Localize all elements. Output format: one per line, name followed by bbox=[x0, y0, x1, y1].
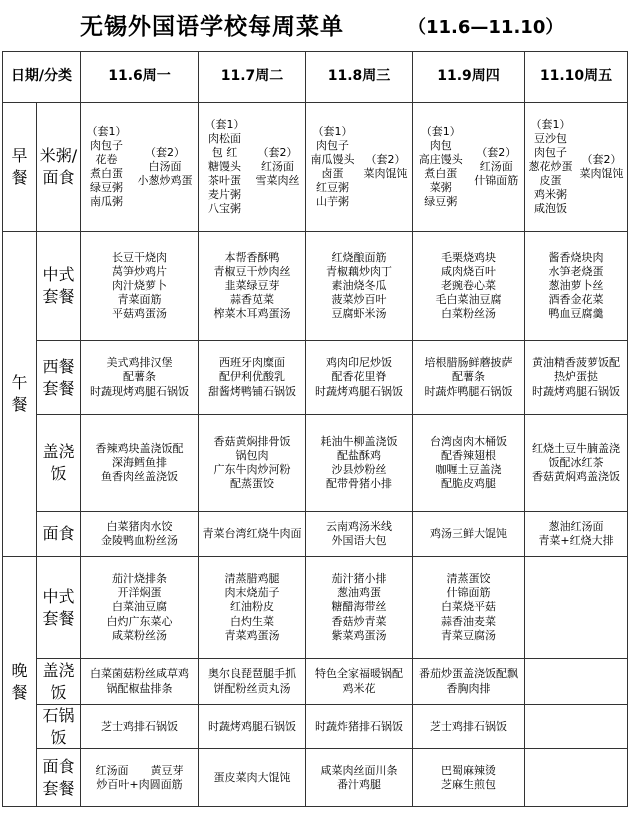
breakfast-set-2 bbox=[256, 146, 300, 188]
dish-name: 配脆皮鸡腿 bbox=[441, 477, 496, 491]
dish-name: 甜酱烤鸭铺石锅饭 bbox=[208, 384, 296, 398]
menu-cell bbox=[81, 705, 199, 749]
menu-cell bbox=[81, 749, 199, 807]
dish-name: 莴笋炒鸡片 bbox=[112, 264, 167, 278]
dish-name: 菜肉馄饨 bbox=[363, 167, 408, 180]
dish-name: 台湾卤肉木桶饭 bbox=[430, 434, 507, 448]
breakfast-set-1 bbox=[87, 125, 127, 209]
dish-name: 培根腊肠鲜蘑披萨 bbox=[424, 356, 513, 370]
menu-cell bbox=[81, 659, 199, 705]
dish-name: 金陵鸭血粉丝汤 bbox=[101, 534, 178, 547]
dish-name: 糖醋海带丝 bbox=[331, 600, 387, 614]
menu-cell bbox=[525, 512, 628, 557]
menu-cell bbox=[81, 232, 199, 341]
dish-name: 巴蜀麻辣烫 bbox=[441, 763, 496, 777]
dish-name: 高庄馒头 bbox=[418, 152, 463, 166]
dish-name: 肉包子 bbox=[316, 138, 349, 152]
dish-name: 肉松面 bbox=[208, 131, 241, 145]
dish-name: 包 红 bbox=[211, 145, 238, 159]
dish-name: 红烧土豆牛腩盖浇 bbox=[532, 441, 620, 455]
breakfast-row bbox=[3, 103, 628, 232]
breakfast-set-1 bbox=[419, 125, 463, 209]
dish-name: 鸡米粥 bbox=[534, 188, 567, 202]
breakfast-sets bbox=[81, 125, 198, 209]
dish-name: 红汤面 黄豆芽 bbox=[95, 763, 184, 777]
dinner-chinese-row bbox=[3, 557, 628, 659]
dish-name: 白汤面 bbox=[148, 159, 182, 173]
dish-name: 酱香烧块肉 bbox=[548, 250, 604, 264]
dish-name: 糖馒头 bbox=[208, 159, 241, 173]
category-chinese-set: 中式 套餐 bbox=[37, 232, 81, 341]
menu-cell bbox=[199, 749, 306, 807]
menu-cell bbox=[81, 557, 199, 659]
dish-name: 葱花炒蛋 bbox=[528, 159, 573, 173]
dish-name: 肉包 bbox=[429, 138, 452, 152]
dish-name: 酒香金花菜 bbox=[548, 293, 604, 307]
dish-name: 菠菜炒百叶 bbox=[331, 293, 387, 307]
breakfast-cell bbox=[81, 103, 199, 232]
dish-name: 白灼生菜 bbox=[230, 614, 274, 628]
dish-name: 红汤面 bbox=[479, 159, 513, 173]
menu-cell bbox=[525, 705, 628, 749]
dish-name: 煮白蛋 bbox=[424, 167, 458, 180]
menu-cell bbox=[199, 557, 306, 659]
category-rice-bowl: 盖浇 饭 bbox=[37, 415, 81, 512]
dish-name: 咸肉烧百叶 bbox=[441, 264, 496, 278]
dish-name: 白灼广东菜心 bbox=[106, 614, 173, 628]
dish-name: 山芋粥 bbox=[316, 195, 349, 209]
dish-name: 紫菜鸡蛋汤 bbox=[331, 628, 387, 642]
dish-name: 咸泡饭 bbox=[534, 202, 567, 216]
dish-name: （套2） bbox=[145, 145, 185, 159]
menu-cell bbox=[413, 705, 525, 749]
dish-name: 广东牛肉炒河粉 bbox=[213, 463, 291, 476]
menu-cell bbox=[306, 659, 413, 705]
menu-cell bbox=[81, 415, 199, 512]
dish-name: 茄汁烧排条 bbox=[112, 572, 167, 586]
date-category-header: 日期/分类 bbox=[3, 52, 81, 103]
dish-name: 配薯条 bbox=[123, 370, 156, 384]
menu-cell bbox=[413, 415, 525, 512]
menu-cell bbox=[413, 341, 525, 415]
dish-name: 红汤面 bbox=[261, 159, 294, 173]
dish-name: 韭菜绿豆芽 bbox=[224, 278, 280, 292]
breakfast-cell bbox=[199, 103, 306, 232]
dish-name: 菜肉馄饨 bbox=[579, 166, 624, 180]
breakfast-set-2 bbox=[580, 153, 624, 181]
breakfast-set-1 bbox=[529, 118, 573, 217]
dish-name: 配蒸蛋饺 bbox=[230, 477, 274, 491]
breakfast-cell bbox=[413, 103, 525, 232]
dish-name: 黄油精香菠萝饭配 bbox=[532, 356, 620, 370]
dish-name: 素油烧冬瓜 bbox=[331, 278, 387, 292]
breakfast-set-2 bbox=[474, 146, 518, 188]
breakfast-set-2 bbox=[364, 153, 408, 181]
dish-name: 毛栗烧鸡块 bbox=[441, 250, 496, 264]
menu-cell bbox=[306, 749, 413, 807]
dish-name: 南瓜馒头 bbox=[310, 152, 355, 166]
breakfast-cell bbox=[306, 103, 413, 232]
menu-cell bbox=[199, 341, 306, 415]
dish-name: 煮白蛋 bbox=[90, 167, 123, 180]
dish-name: 绿豆粥 bbox=[90, 181, 123, 195]
dish-name: 时蔬炸猪排石锅饭 bbox=[315, 719, 403, 733]
dish-name: 清蒸腊鸡腿 bbox=[224, 572, 280, 586]
menu-cell bbox=[199, 659, 306, 705]
dish-name: 云南鸡汤米线 bbox=[326, 519, 392, 533]
dish-name: 葱油红汤面 bbox=[548, 519, 604, 533]
dish-name: 美式鸡排汉堡 bbox=[106, 356, 173, 370]
menu-cell bbox=[199, 512, 306, 557]
menu-cell bbox=[413, 512, 525, 557]
dish-name: 八宝粥 bbox=[208, 202, 241, 216]
dish-name: 番茄炒蛋盖浇饭配飘 bbox=[419, 667, 518, 681]
breakfast-sets bbox=[525, 118, 627, 217]
dish-name: 深海鳕鱼排 bbox=[112, 455, 167, 469]
dish-name: （套1） bbox=[204, 117, 245, 131]
dish-name: 白菜粉丝汤 bbox=[441, 307, 496, 321]
category-dinner-chinese: 中式 套餐 bbox=[37, 557, 81, 659]
category-stone-pot: 石锅 饭 bbox=[37, 705, 81, 749]
dish-name: 蛋皮菜肉大馄饨 bbox=[213, 770, 291, 784]
dish-name: 鱼香肉丝盖浇饭 bbox=[101, 470, 178, 484]
meal-label-lunch: 午 餐 bbox=[3, 232, 37, 557]
dish-name: 鸡汤三鲜大馄饨 bbox=[430, 526, 507, 540]
menu-cell bbox=[81, 341, 199, 415]
category-western-set: 西餐 套餐 bbox=[37, 341, 81, 415]
dish-name: 香菇炒青菜 bbox=[331, 614, 387, 628]
menu-cell bbox=[306, 705, 413, 749]
dish-name: 花卷 bbox=[95, 152, 118, 166]
dish-name: 白菜烧平菇 bbox=[441, 600, 496, 614]
lunch-rice-bowl-row bbox=[3, 415, 628, 512]
dish-name: 小葱炒鸡蛋 bbox=[137, 174, 193, 188]
dish-name: 鸭血豆腐羹 bbox=[548, 307, 604, 321]
dish-name: 白菜猪肉水饺 bbox=[106, 519, 173, 533]
dish-name: 毛白菜油豆腐 bbox=[435, 293, 502, 307]
dish-name: 特色全家福暖锅配 bbox=[315, 667, 403, 681]
meal-label-breakfast: 早 餐 bbox=[3, 103, 37, 232]
dish-name: 时蔬烤鸡腿石锅饭 bbox=[315, 384, 403, 398]
menu-cell bbox=[81, 512, 199, 557]
dish-name: 白菜油豆腐 bbox=[112, 600, 167, 614]
dish-name: 芝士鸡排石锅饭 bbox=[101, 719, 178, 733]
dish-name: 配香花里脊 bbox=[331, 370, 387, 384]
dish-name: 红烧酿面筋 bbox=[331, 250, 387, 264]
menu-cell bbox=[306, 557, 413, 659]
dish-name: 肉汁烧萝卜 bbox=[112, 278, 167, 292]
dish-name: 水笋老烧蛋 bbox=[548, 264, 604, 278]
menu-cell bbox=[525, 232, 628, 341]
dish-name: 什锦面筋 bbox=[474, 174, 519, 188]
date-range: （11.6—11.10） bbox=[408, 17, 564, 38]
dish-name: （套2） bbox=[581, 152, 622, 166]
dish-name: 咸菜粉丝汤 bbox=[112, 628, 167, 642]
dish-name: 青菜+红烧大排 bbox=[538, 534, 614, 547]
dish-name: 白菜菌菇粉丝咸草鸡 bbox=[90, 667, 189, 681]
dish-name: 平菇鸡蛋汤 bbox=[112, 307, 167, 321]
dish-name: 炒百叶+肉圆面筋 bbox=[96, 777, 183, 791]
dish-name: 卤蛋 bbox=[321, 167, 344, 180]
breakfast-cell bbox=[525, 103, 628, 232]
menu-cell bbox=[199, 232, 306, 341]
menu-cell bbox=[525, 557, 628, 659]
dish-name: 香菇黄焖排骨饭 bbox=[213, 434, 291, 448]
dish-name: 什锦面筋 bbox=[446, 586, 491, 600]
dish-name: 青椒藕炒肉丁 bbox=[326, 264, 392, 278]
dish-name: （套2） bbox=[257, 145, 298, 159]
dish-name: 青椒豆干炒肉丝 bbox=[213, 264, 291, 278]
dish-name: 咸菜肉丝面川条 bbox=[320, 763, 398, 777]
dish-name: 肉包子 bbox=[90, 138, 123, 152]
dish-name: 时蔬烤鸡腿石锅饭 bbox=[208, 719, 296, 733]
dish-name: 香辣鸡块盖浇饭配 bbox=[95, 441, 184, 455]
dish-name: （套1） bbox=[530, 117, 571, 131]
dinner-stone-pot-row bbox=[3, 705, 628, 749]
menu-cell bbox=[413, 749, 525, 807]
category-porridge-noodle: 米粥/ 面食 bbox=[37, 103, 81, 232]
dish-name: 豆沙包 bbox=[534, 131, 567, 145]
dish-name: 肉末烧茄子 bbox=[224, 586, 280, 600]
dish-name: 青菜鸡蛋汤 bbox=[224, 628, 280, 642]
dish-name: 奥尔良琵琶腿手抓 bbox=[208, 667, 296, 681]
dish-name: 清蒸蛋饺 bbox=[446, 572, 491, 586]
menu-cell bbox=[199, 415, 306, 512]
dish-name: 葱油萝卜丝 bbox=[548, 278, 604, 292]
dish-name: 时蔬炸鸭腿石锅饭 bbox=[424, 384, 513, 398]
dish-name: 豆腐虾米汤 bbox=[331, 307, 387, 321]
title-row bbox=[0, 0, 630, 50]
menu-cell bbox=[525, 749, 628, 807]
menu-cell bbox=[306, 232, 413, 341]
day-header: 11.10周五 bbox=[525, 52, 628, 103]
meal-label-dinner: 晚 餐 bbox=[3, 557, 37, 807]
dish-name: 香菇黄焖鸡盖浇饭 bbox=[532, 470, 620, 484]
dish-name: 茶叶蛋 bbox=[208, 174, 241, 188]
dish-name: 长豆干烧肉 bbox=[112, 250, 167, 264]
day-header: 11.9周四 bbox=[413, 52, 525, 103]
dish-name: 咖喱土豆盖浇 bbox=[435, 463, 502, 476]
dish-name: 配香辣翅根 bbox=[441, 448, 496, 462]
day-header: 11.6周一 bbox=[81, 52, 199, 103]
dish-name: 配盐酥鸡 bbox=[337, 448, 381, 462]
lunch-western-row bbox=[3, 341, 628, 415]
menu-cell bbox=[413, 232, 525, 341]
dish-name: 饭配冰红茶 bbox=[548, 455, 604, 469]
dish-name: 饼配粉丝贡丸汤 bbox=[213, 681, 291, 695]
dinner-noodles-row bbox=[3, 749, 628, 807]
dish-name: 南瓜粥 bbox=[90, 195, 123, 209]
dish-name: 红豆粥 bbox=[316, 181, 349, 195]
day-header: 11.8周三 bbox=[306, 52, 413, 103]
breakfast-sets bbox=[199, 118, 305, 217]
dish-name: 时蔬烤鸡腿石锅饭 bbox=[532, 384, 620, 398]
dish-name: （套1） bbox=[420, 124, 461, 138]
dish-name: 鸡米花 bbox=[342, 681, 376, 695]
dish-name: 皮蛋 bbox=[539, 174, 562, 188]
category-noodle-set: 面食 套餐 bbox=[37, 749, 81, 807]
weekly-menu-table bbox=[2, 51, 628, 807]
dish-name: 青菜台湾红烧牛肉面 bbox=[202, 526, 302, 540]
day-header: 11.7周二 bbox=[199, 52, 306, 103]
dish-name: 芝麻生煎包 bbox=[441, 777, 496, 791]
dish-name: 青菜豆腐汤 bbox=[441, 628, 496, 642]
menu-cell bbox=[525, 415, 628, 512]
dish-name: （套1） bbox=[86, 124, 127, 138]
dish-name: 本帮香酥鸭 bbox=[224, 250, 280, 264]
dish-name: 香胸肉排 bbox=[446, 681, 491, 695]
breakfast-sets bbox=[306, 125, 412, 209]
breakfast-set-1 bbox=[205, 118, 245, 217]
lunch-noodles-row bbox=[3, 512, 628, 557]
dish-name: 老豌卷心菜 bbox=[441, 278, 496, 292]
menu-cell bbox=[306, 415, 413, 512]
menu-cell bbox=[199, 705, 306, 749]
dish-name: 蒜香苋菜 bbox=[230, 293, 274, 307]
header-row bbox=[3, 52, 628, 103]
dish-name: 时蔬现烤鸡腿石锅饭 bbox=[90, 384, 189, 398]
breakfast-sets bbox=[413, 125, 524, 209]
dish-name: 外国语大包 bbox=[331, 534, 387, 547]
dish-name: 红油粉皮 bbox=[230, 600, 274, 614]
dish-name: 雪菜肉丝 bbox=[255, 174, 300, 188]
dish-name: 锅配椒盐排条 bbox=[106, 681, 173, 695]
dish-name: 菜粥 bbox=[429, 181, 452, 195]
breakfast-set-2 bbox=[138, 146, 193, 188]
breakfast-set-1 bbox=[311, 125, 355, 209]
dish-name: 肉包子 bbox=[534, 145, 567, 159]
dish-name: （套2） bbox=[476, 145, 517, 159]
dish-name: 葱油鸡蛋 bbox=[337, 586, 381, 600]
dish-name: 榨菜木耳鸡蛋汤 bbox=[213, 307, 291, 321]
menu-cell bbox=[306, 341, 413, 415]
menu-title: 无锡外国语学校每周菜单 bbox=[80, 14, 344, 40]
dish-name: 开洋焖蛋 bbox=[117, 586, 162, 600]
menu-cell bbox=[413, 659, 525, 705]
dish-name: 茄汁猪小排 bbox=[331, 572, 387, 586]
dish-name: 配薯条 bbox=[452, 370, 485, 384]
category-dinner-rice-bowl: 盖浇 饭 bbox=[37, 659, 81, 705]
menu-cell bbox=[525, 659, 628, 705]
dinner-rice-bowl-row bbox=[3, 659, 628, 705]
dish-name: 西班牙肉糜面 bbox=[219, 356, 285, 370]
menu-cell bbox=[525, 341, 628, 415]
menu-cell bbox=[306, 512, 413, 557]
lunch-chinese-row bbox=[3, 232, 628, 341]
dish-name: 配伊利优酸乳 bbox=[219, 370, 285, 384]
menu-cell bbox=[413, 557, 525, 659]
dish-name: （套1） bbox=[312, 124, 353, 138]
dish-name: 番汁鸡腿 bbox=[337, 777, 381, 791]
dish-name: 青菜面筋 bbox=[117, 293, 162, 307]
dish-name: 蒜香油麦菜 bbox=[441, 614, 496, 628]
dish-name: 鸡肉印尼炒饭 bbox=[326, 356, 392, 370]
dish-name: 绿豆粥 bbox=[424, 195, 458, 209]
dish-name: 配带骨猪小排 bbox=[326, 477, 392, 491]
dish-name: 热炉蛋挞 bbox=[554, 370, 598, 384]
category-noodles: 面食 bbox=[37, 512, 81, 557]
dish-name: 锅包肉 bbox=[235, 448, 269, 462]
dish-name: 麦片粥 bbox=[208, 188, 241, 202]
dish-name: 耗油牛柳盖浇饭 bbox=[320, 434, 398, 448]
dish-name: 芝士鸡排石锅饭 bbox=[430, 719, 507, 733]
dish-name: （套2） bbox=[365, 152, 406, 166]
dish-name: 沙县炒粉丝 bbox=[331, 463, 387, 476]
